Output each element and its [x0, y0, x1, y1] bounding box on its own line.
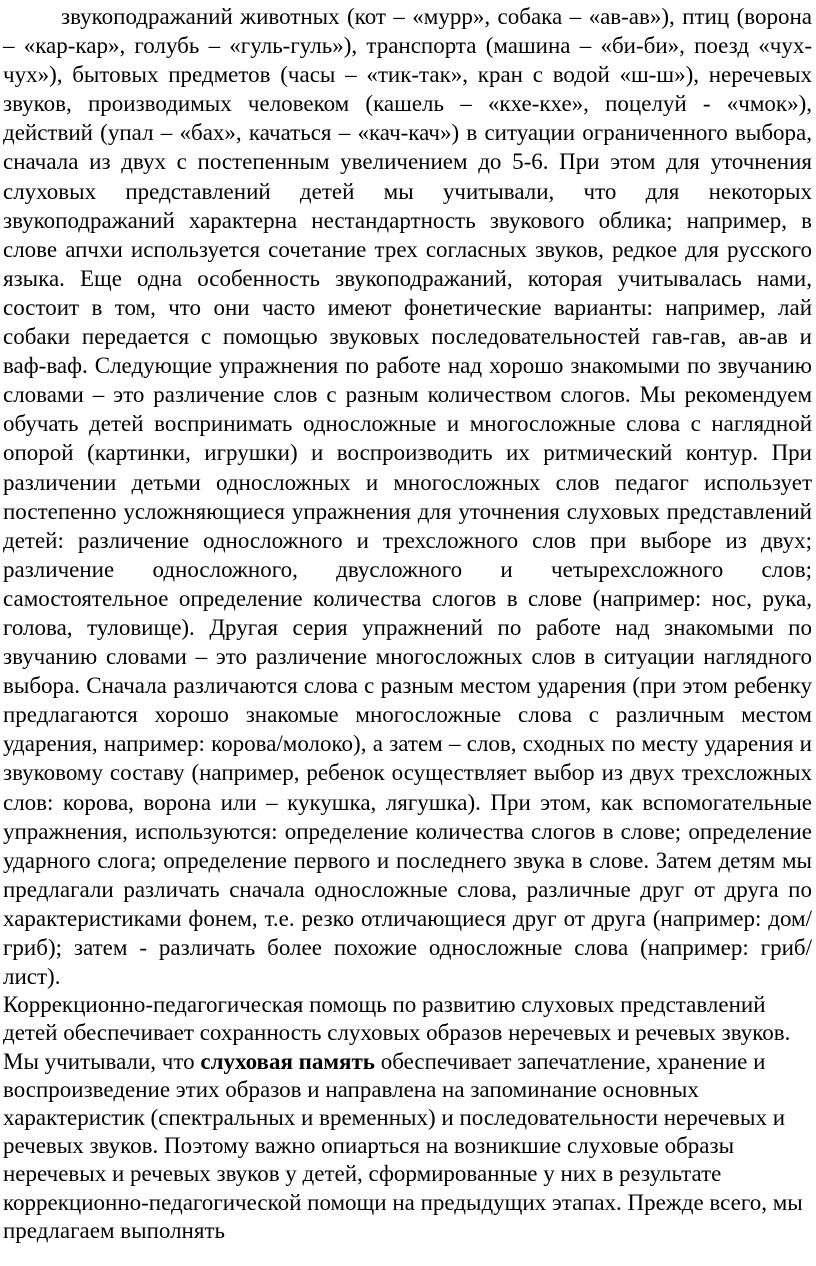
paragraph-sound-imitation-exercises: звукоподражаний животных (кот – «мурр», собака – «ав-ав»), птиц (ворона – «кар-кар», голубь – «гуль-гуль»), транспорта (машина – «би-би», поезд «чух-чух»), бытовых предметов (часы – «тик-так», кран с водой «ш-ш»), неречевых звуков, производимых человеком (кашель – «кхе-кхе», поцелуй - «чмок»), действий (упал – «бах», качаться – «кач-кач») в ситуации ограниченного выбора, сначала из двух с постепенным увеличением до 5-6. При этом для уточнения слуховых представлений детей мы учитывали, что для некоторых звукоподражаний характерна нестандартность звукового облика; например, в слове апчхи используется сочетание трех согласных звуков, редкое для русского языка. Еще одна особенность звукоподражаний, которая учитывалась нами, состоит в том, что они часто имеют фонетические варианты: например, лай собаки передается с помощью звуковых последовательностей гав-гав, ав-ав и ваф-ваф. Следующие упражнения по работе над хорошо знакомыми по звучанию словами – это различение слов с разным количеством слогов. Мы рекомендуем обучать детей воспринимать односложные и многосложные слова с наглядной опорой (картинки, игрушки) и воспроизводить их ритмический контур. При различении детьми односложных и многосложных слов педагог использует постепенно усложняющиеся упражнения для уточнения слуховых представлений детей: различение односложного и трехсложного слов при выборе из двух; различение односложного, двусложного и четырехсложного слов; самостоятельное определение количества слогов в слове (например: нос, рука, голова, туловище). Другая серия упражнений по работе над знакомыми по звучанию словами – это различение многосложных слов в ситуации наглядного выбора. Сначала различаются слова с разным местом ударения (при этом ребенку предлагаются хорошо знакомые многосложные слова с различным местом ударения, например: корова/молоко), а затем – слов, сходных по месту ударения и звуковому составу (например, ребенок осуществляет выбор из двух трехсложных слов: корова, ворона или – кукушка, лягушка). При этом, как вспомогательные упражнения, используются: определение количества слогов в слове; определение ударного слога; определение первого и последнего звука в слове. Затем детям мы предлагали различать сначала односложные слова, различные друг от друга по характеристиками фонем, т.е. резко отличающиеся друг от друга (например: дом/гриб); затем - различать более похожие односложные слова (например: гриб/лист).: [3, 4, 812, 990]
paragraph-auditory-memory-text-start: Коррекционно-педагогическая помощь по развитию слуховых представлений детей обеспечивает сохранность слуховых образов неречевых и речевых звуков. Мы учитывали, что: [3, 992, 791, 1074]
auditory-memory-term: слуховая память: [200, 1048, 375, 1074]
paragraph-auditory-memory: [3, 991, 815, 1245]
paragraph-auditory-memory-text-end: обеспечивает запечатление, хранение и воспроизведение этих образов и направлена на запоминание основных характеристик (спектральных и временных) и последовательности неречевых и речевых звуков. Поэтому важно опиарться на возникшие слуховые образы неречевых и речевых звуков у детей, сформированные у них в результате коррекционно-педагогической помощи на предыдущих этапах. Прежде всего, мы предлагаем выполнять: [3, 1048, 803, 1243]
